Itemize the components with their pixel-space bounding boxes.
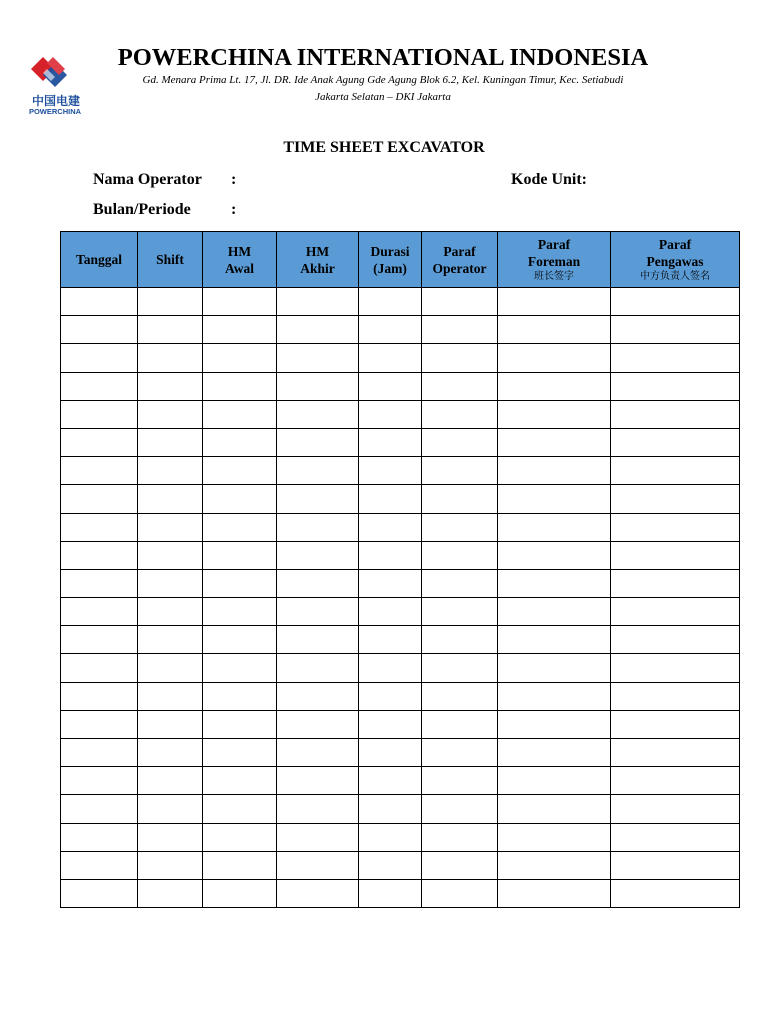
table-cell[interactable] — [422, 541, 498, 569]
powerchina-diamond-icon — [31, 57, 79, 91]
table-cell[interactable] — [61, 569, 138, 597]
table-cell[interactable] — [61, 400, 138, 428]
table-cell[interactable] — [611, 851, 740, 879]
table-cell[interactable] — [277, 851, 359, 879]
table-cell[interactable] — [277, 739, 359, 767]
table-cell[interactable] — [138, 823, 203, 851]
table-cell[interactable] — [203, 541, 277, 569]
table-cell[interactable] — [498, 795, 611, 823]
table-cell[interactable] — [611, 879, 740, 907]
table-cell[interactable] — [61, 288, 138, 316]
table-row — [61, 288, 740, 316]
table-cell[interactable] — [61, 795, 138, 823]
table-cell[interactable] — [498, 485, 611, 513]
table-cell[interactable] — [611, 372, 740, 400]
table-cell[interactable] — [422, 513, 498, 541]
table-cell[interactable] — [203, 710, 277, 738]
table-cell[interactable] — [277, 879, 359, 907]
table-cell[interactable] — [138, 626, 203, 654]
table-cell[interactable] — [359, 823, 422, 851]
table-cell[interactable] — [359, 851, 422, 879]
table-cell[interactable] — [611, 513, 740, 541]
table-row — [61, 879, 740, 907]
table-header-row — [61, 232, 740, 288]
table-row — [61, 400, 740, 428]
table-cell[interactable] — [277, 513, 359, 541]
table-row — [61, 541, 740, 569]
table-cell[interactable] — [61, 823, 138, 851]
table-cell[interactable] — [498, 682, 611, 710]
column-header-line2: Pengawas — [646, 253, 704, 269]
table-cell[interactable] — [277, 485, 359, 513]
table-cell[interactable] — [277, 428, 359, 456]
timesheet-table — [60, 231, 740, 908]
table-cell[interactable] — [138, 316, 203, 344]
table-cell[interactable] — [611, 457, 740, 485]
table-cell[interactable] — [277, 654, 359, 682]
table-cell[interactable] — [359, 457, 422, 485]
table-cell[interactable] — [203, 682, 277, 710]
table-cell[interactable] — [61, 372, 138, 400]
table-cell[interactable] — [359, 428, 422, 456]
table-cell[interactable] — [422, 457, 498, 485]
column-header-line1: Paraf — [537, 236, 571, 252]
table-cell[interactable] — [61, 316, 138, 344]
table-cell[interactable] — [498, 344, 611, 372]
table-cell[interactable] — [498, 288, 611, 316]
table-cell[interactable] — [277, 316, 359, 344]
table-cell[interactable] — [138, 485, 203, 513]
table-cell[interactable] — [498, 513, 611, 541]
table-cell[interactable] — [359, 710, 422, 738]
table-cell[interactable] — [138, 400, 203, 428]
table-cell[interactable] — [422, 767, 498, 795]
table-cell[interactable] — [61, 654, 138, 682]
table-cell[interactable] — [277, 372, 359, 400]
table-cell[interactable] — [277, 710, 359, 738]
table-cell[interactable] — [203, 879, 277, 907]
column-header — [422, 232, 498, 288]
table-cell[interactable] — [138, 710, 203, 738]
table-cell[interactable] — [138, 682, 203, 710]
table-cell[interactable] — [138, 767, 203, 795]
table-cell[interactable] — [359, 654, 422, 682]
table-cell[interactable] — [277, 457, 359, 485]
table-row — [61, 485, 740, 513]
table-cell[interactable] — [498, 767, 611, 795]
column-header — [611, 232, 740, 288]
table-cell[interactable] — [359, 739, 422, 767]
table-cell[interactable] — [611, 654, 740, 682]
column-header-line1: Shift — [156, 252, 184, 267]
table-cell[interactable] — [61, 710, 138, 738]
table-cell[interactable] — [277, 626, 359, 654]
table-cell[interactable] — [422, 682, 498, 710]
table-cell[interactable] — [422, 879, 498, 907]
column-header-line2: Operator — [432, 260, 487, 276]
table-cell[interactable] — [138, 288, 203, 316]
table-row — [61, 598, 740, 626]
table-cell[interactable] — [359, 513, 422, 541]
table-cell[interactable] — [422, 823, 498, 851]
table-cell[interactable] — [359, 767, 422, 795]
table-row — [61, 823, 740, 851]
table-cell[interactable] — [498, 541, 611, 569]
table-cell[interactable] — [498, 626, 611, 654]
column-header-line2: Akhir — [300, 260, 335, 276]
table-cell[interactable] — [611, 344, 740, 372]
table-cell[interactable] — [61, 541, 138, 569]
table-cell[interactable] — [611, 710, 740, 738]
table-cell[interactable] — [138, 457, 203, 485]
table-cell[interactable] — [203, 428, 277, 456]
company-logo — [22, 57, 88, 119]
table-cell[interactable] — [277, 569, 359, 597]
period-colon: : — [231, 201, 237, 218]
column-header — [61, 232, 138, 288]
table-cell[interactable] — [611, 626, 740, 654]
table-cell[interactable] — [138, 344, 203, 372]
table-row — [61, 316, 740, 344]
table-cell[interactable] — [277, 767, 359, 795]
table-cell[interactable] — [498, 457, 611, 485]
table-row — [61, 428, 740, 456]
table-cell[interactable] — [422, 654, 498, 682]
table-cell[interactable] — [422, 288, 498, 316]
table-cell[interactable] — [203, 457, 277, 485]
table-cell[interactable] — [611, 400, 740, 428]
column-header-line2: (Jam) — [373, 260, 407, 276]
table-cell[interactable] — [422, 569, 498, 597]
table-row — [61, 513, 740, 541]
table-cell[interactable] — [277, 795, 359, 823]
table-cell[interactable] — [61, 457, 138, 485]
table-row — [61, 682, 740, 710]
table-cell[interactable] — [359, 485, 422, 513]
table-cell[interactable] — [138, 569, 203, 597]
table-cell[interactable] — [422, 316, 498, 344]
table-cell[interactable] — [359, 344, 422, 372]
table-body — [61, 288, 740, 908]
column-header-line1: Paraf — [443, 243, 476, 259]
column-header-line1: Durasi — [370, 243, 410, 259]
table-cell[interactable] — [498, 372, 611, 400]
table-cell[interactable] — [498, 823, 611, 851]
column-header-line1: HM — [227, 243, 252, 259]
unit-code-label: Kode Unit: — [511, 171, 587, 188]
table-cell[interactable] — [498, 400, 611, 428]
table-cell[interactable] — [203, 767, 277, 795]
table-cell[interactable] — [422, 400, 498, 428]
column-header — [203, 232, 277, 288]
logo-chinese-text: 中国电建 — [31, 94, 80, 108]
table-cell[interactable] — [138, 795, 203, 823]
column-header-line1: Tanggal — [75, 252, 123, 267]
table-cell[interactable] — [422, 795, 498, 823]
table-cell[interactable] — [422, 851, 498, 879]
table-cell[interactable] — [203, 372, 277, 400]
table-cell[interactable] — [611, 485, 740, 513]
table-cell[interactable] — [611, 598, 740, 626]
table-cell[interactable] — [203, 654, 277, 682]
table-row — [61, 710, 740, 738]
table-cell[interactable] — [422, 372, 498, 400]
table-cell[interactable] — [359, 569, 422, 597]
table-cell[interactable] — [61, 851, 138, 879]
table-cell[interactable] — [359, 288, 422, 316]
table-cell[interactable] — [611, 823, 740, 851]
table-cell[interactable] — [203, 569, 277, 597]
table-row — [61, 851, 740, 879]
table-cell[interactable] — [498, 710, 611, 738]
table-cell[interactable] — [203, 513, 277, 541]
table-cell[interactable] — [498, 879, 611, 907]
table-row — [61, 767, 740, 795]
period-label: Bulan/Periode — [93, 201, 191, 218]
table-cell[interactable] — [359, 598, 422, 626]
table-row — [61, 569, 740, 597]
table-cell[interactable] — [359, 372, 422, 400]
table-row — [61, 626, 740, 654]
column-header-chinese: 班长签字 — [534, 270, 574, 282]
table-row — [61, 739, 740, 767]
table-cell[interactable] — [498, 428, 611, 456]
table-cell[interactable] — [611, 682, 740, 710]
column-header — [498, 232, 611, 288]
document-title: TIME SHEET EXCAVATOR — [283, 139, 485, 156]
table-cell[interactable] — [61, 344, 138, 372]
table-cell[interactable] — [61, 767, 138, 795]
table-row — [61, 795, 740, 823]
table-cell[interactable] — [611, 316, 740, 344]
table-cell[interactable] — [422, 598, 498, 626]
table-cell[interactable] — [422, 485, 498, 513]
table-cell[interactable] — [611, 569, 740, 597]
column-header — [138, 232, 203, 288]
column-header-line1: Paraf — [658, 236, 692, 252]
table-cell[interactable] — [422, 739, 498, 767]
table-row — [61, 654, 740, 682]
table-row — [61, 372, 740, 400]
table-row — [61, 344, 740, 372]
table-cell[interactable] — [611, 739, 740, 767]
table-cell[interactable] — [61, 626, 138, 654]
table-cell[interactable] — [203, 316, 277, 344]
table-cell[interactable] — [359, 682, 422, 710]
table-cell[interactable] — [203, 739, 277, 767]
table-cell[interactable] — [61, 513, 138, 541]
column-header-line1: HM — [305, 243, 330, 259]
company-address — [90, 72, 676, 106]
table-cell[interactable] — [359, 541, 422, 569]
table-cell[interactable] — [61, 428, 138, 456]
table-cell[interactable] — [203, 851, 277, 879]
table-cell[interactable] — [61, 485, 138, 513]
table-cell[interactable] — [203, 795, 277, 823]
table-cell[interactable] — [359, 626, 422, 654]
table-cell[interactable] — [138, 739, 203, 767]
operator-name-colon: : — [231, 171, 237, 188]
table-cell[interactable] — [498, 598, 611, 626]
table-cell[interactable] — [498, 316, 611, 344]
address-line-1: Gd. Menara Prima Lt. 17, Jl. DR. Ide Anak Agung Gde Agung Blok 6.2, Kel. Kuningan Timur, Kec. Setiabudi — [142, 74, 624, 86]
table-cell[interactable] — [611, 767, 740, 795]
table-cell[interactable] — [277, 598, 359, 626]
table-cell[interactable] — [422, 626, 498, 654]
column-header-line2: Foreman — [527, 253, 581, 269]
table-cell[interactable] — [277, 823, 359, 851]
table-cell[interactable] — [277, 400, 359, 428]
table-cell[interactable] — [61, 739, 138, 767]
column-header — [359, 232, 422, 288]
table-cell[interactable] — [359, 400, 422, 428]
table-cell[interactable] — [277, 344, 359, 372]
table-cell[interactable] — [611, 795, 740, 823]
table-cell[interactable] — [203, 288, 277, 316]
column-header — [277, 232, 359, 288]
address-line-2: Jakarta Selatan – DKI Jakarta — [315, 91, 451, 103]
table-cell[interactable] — [611, 288, 740, 316]
table-cell[interactable] — [61, 682, 138, 710]
table-cell[interactable] — [138, 654, 203, 682]
table-cell[interactable] — [422, 710, 498, 738]
table-cell[interactable] — [498, 654, 611, 682]
logo-english-text: POWERCHINA — [28, 107, 82, 116]
table-cell[interactable] — [138, 428, 203, 456]
table-cell[interactable] — [422, 344, 498, 372]
table-cell[interactable] — [203, 823, 277, 851]
table-cell[interactable] — [498, 739, 611, 767]
company-name: POWERCHINA INTERNATIONAL INDONESIA — [117, 44, 649, 71]
table-cell[interactable] — [203, 626, 277, 654]
table-cell[interactable] — [359, 316, 422, 344]
table-cell[interactable] — [277, 288, 359, 316]
table-cell[interactable] — [498, 569, 611, 597]
column-header-line2: Awal — [225, 260, 254, 276]
operator-name-label: Nama Operator — [93, 171, 202, 188]
table-cell[interactable] — [203, 344, 277, 372]
table-row — [61, 457, 740, 485]
table-cell[interactable] — [61, 879, 138, 907]
table-cell[interactable] — [138, 372, 203, 400]
table-cell[interactable] — [277, 541, 359, 569]
table-cell[interactable] — [203, 485, 277, 513]
table-cell[interactable] — [422, 428, 498, 456]
table-cell[interactable] — [138, 879, 203, 907]
table-cell[interactable] — [611, 428, 740, 456]
table-cell[interactable] — [359, 795, 422, 823]
table-cell[interactable] — [138, 513, 203, 541]
table-cell[interactable] — [203, 598, 277, 626]
table-cell[interactable] — [611, 541, 740, 569]
table-cell[interactable] — [138, 851, 203, 879]
table-cell[interactable] — [138, 598, 203, 626]
table-cell[interactable] — [61, 598, 138, 626]
table-cell[interactable] — [498, 851, 611, 879]
table-cell[interactable] — [138, 541, 203, 569]
column-header-chinese: 中方负责人签名 — [640, 270, 710, 282]
table-cell[interactable] — [203, 400, 277, 428]
table-cell[interactable] — [359, 879, 422, 907]
table-cell[interactable] — [277, 682, 359, 710]
